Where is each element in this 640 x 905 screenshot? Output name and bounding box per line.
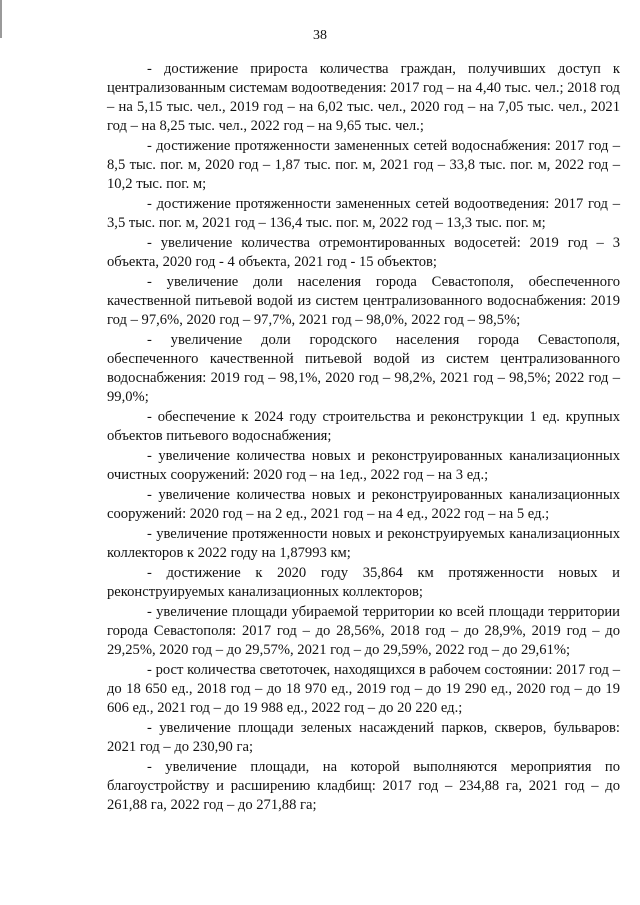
paragraph: - увеличение количества отремонтированных водосетей: 2019 год – 3 объекта, 2020 год - 4 объекта, 2021 год - 15 объектов; [107, 235, 620, 270]
paragraph: - достижение прироста количества граждан, получивших доступ к централизованным системам водоотведения: 2017 год – на 4,40 тыс. чел.; 2018 год – на 5,15 тыс. чел., 2019 год – на 6,02 тыс. чел., 2020 год – на 7,05 тыс. чел., 2021 год – на 8,25 тыс. чел., 2022 год – на 9,65 тыс. чел.; [107, 61, 620, 134]
paragraph: - достижение протяженности замененных сетей водоотведения: 2017 год – 3,5 тыс. пог. м, 2021 год – 136,4 тыс. пог. м, 2022 год – 13,3 тыс. пог. м; [107, 196, 620, 231]
paragraph: - достижение протяженности замененных сетей водоснабжения: 2017 год – 8,5 тыс. пог. м, 2020 год – 1,87 тыс. пог. м, 2021 год – 33,8 тыс. пог. м, 2022 год – 10,2 тыс. пог. м; [107, 138, 620, 192]
paragraph: - увеличение количества новых и реконструированных канализационных сооружений: 2020 год – на 2 ед., 2021 год – на 4 ед., 2022 год – на 5 ед.; [107, 487, 620, 522]
paragraph: - увеличение протяженности новых и реконструируемых канализационных коллекторов к 2022 году на 1,87993 км; [107, 526, 620, 561]
paragraph: - увеличение доли населения города Севастополя, обеспеченного качественной питьевой водой из систем централизованного водоснабжения: 2019 год – 97,6%, 2020 год – 97,7%, 2021 год – 98,0%, 2022 год – 98,5%; [107, 274, 620, 328]
paragraph: - увеличение количества новых и реконструированных канализационных очистных сооружений: 2020 год – на 1ед., 2022 год – на 3 ед.; [107, 448, 620, 483]
paragraph: - увеличение площади зеленых насаждений парков, скверов, бульваров: 2021 год – до 230,90 га; [107, 720, 620, 755]
document-body [107, 60, 620, 816]
paragraph: - обеспечение к 2024 году строительства и реконструкции 1 ед. крупных объектов питьевого водоснабжения; [107, 409, 620, 444]
paragraph: - увеличение доли городского населения города Севастополя, обеспеченного качественной питьевой водой из систем централизованного водоснабжения: 2019 год – 98,1%, 2020 год – 98,2%, 2021 год – 98,5%; 2022 год – 99,0%; [107, 332, 620, 405]
paragraph: - увеличение площади, на которой выполняются мероприятия по благоустройству и расширению кладбищ: 2017 год – 234,88 га, 2021 год – до 261,88 га, 2022 год – до 271,88 га; [107, 759, 620, 813]
paragraph: - рост количества светоточек, находящихся в рабочем состоянии: 2017 год – до 18 650 ед., 2018 год – до 18 970 ед., 2019 год – до 19 290 ед., 2020 год – до 19 606 ед., 2021 год – до 19 988 ед., 2022 год – до 20 220 ед.; [107, 662, 620, 716]
page-number: 38 [313, 28, 327, 43]
paragraph: - увеличение площади убираемой территории ко всей площади территории города Севастополя: 2017 год – до 28,56%, 2018 год – до 28,9%, 2019 год – до 29,25%, 2020 год – до 29,57%, 2021 год – до 29,59%, 2022 год – до 29,61%; [107, 604, 620, 658]
paragraph: - достижение к 2020 году 35,864 км протяженности новых и реконструируемых канализационных коллекторов; [107, 565, 620, 600]
